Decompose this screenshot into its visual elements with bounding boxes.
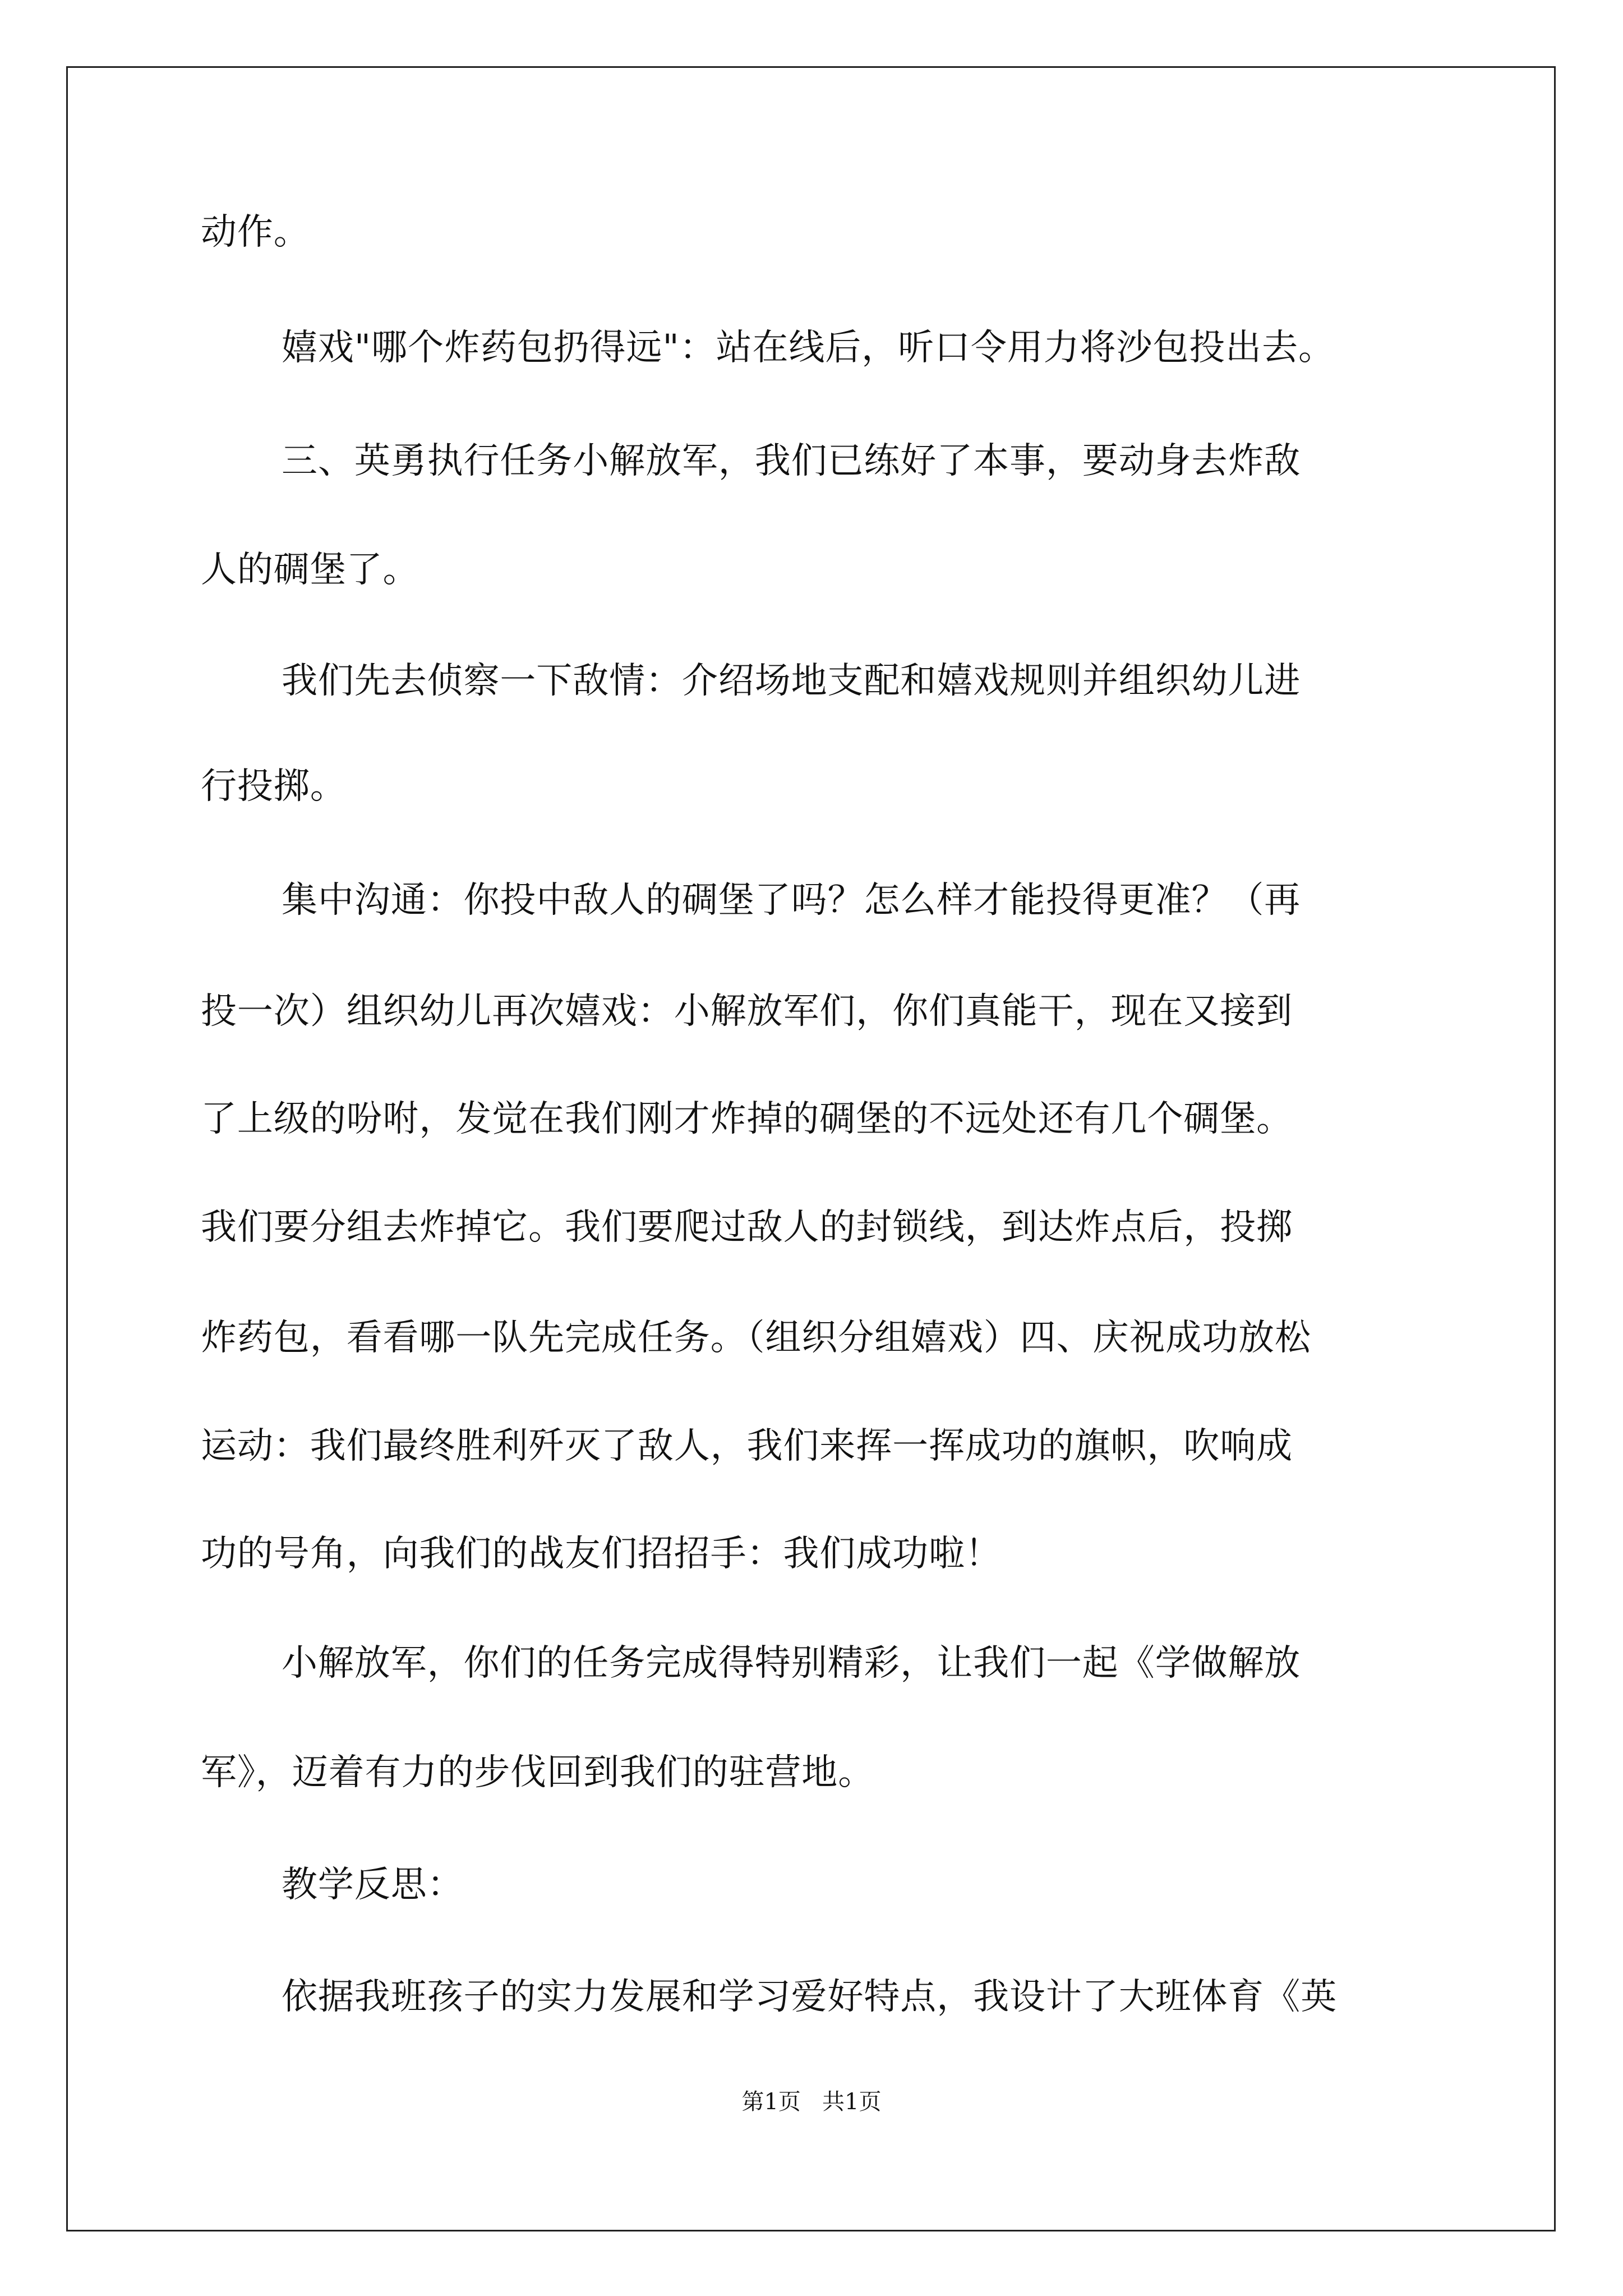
text-line: 教学反思： bbox=[282, 1864, 464, 1906]
text-line: 行投掷。 bbox=[201, 766, 347, 807]
text-line: 动作。 bbox=[201, 211, 310, 253]
text-line: 小解放军，你们的任务完成得特别精彩，让我们一起《学做解放 bbox=[282, 1642, 1301, 1684]
text-line: 功的号角，向我们的战友们招招手：我们成功啦！ bbox=[201, 1533, 1002, 1575]
text-line: 投一次）组织幼儿再次嬉戏：小解放军们，你们真能干，现在又接到 bbox=[201, 991, 1293, 1032]
page-number-footer: 第1页 共1页 bbox=[741, 2089, 882, 2115]
text-line: 嬉戏"哪个炸药包扔得远"：站在线后，听口令用力将沙包投出去。 bbox=[282, 327, 1335, 369]
text-line: 三、英勇执行任务小解放军，我们已练好了本事，要动身去炸敌 bbox=[282, 440, 1301, 482]
text-line: 军》，迈着有力的步伐回到我们的驻营地。 bbox=[201, 1752, 875, 1793]
text-line: 依据我班孩子的实力发展和学习爱好特点，我设计了大班体育《英 bbox=[282, 1976, 1338, 2018]
text-line: 了上级的吩咐，发觉在我们刚才炸掉的碉堡的不远处还有几个碉堡。 bbox=[201, 1098, 1293, 1140]
text-line: 集中沟通：你投中敌人的碉堡了吗？怎么样才能投得更准？（再 bbox=[282, 880, 1301, 921]
text-line: 人的碉堡了。 bbox=[201, 549, 419, 591]
text-line: 我们要分组去炸掉它。我们要爬过敌人的封锁线，到达炸点后，投掷 bbox=[201, 1207, 1293, 1248]
text-line: 炸药包，看看哪一队先完成任务。（组织分组嬉戏）四、庆祝成功放松 bbox=[201, 1317, 1311, 1359]
text-line: 运动：我们最终胜利歼灭了敌人，我们来挥一挥成功的旗帜，吹响成 bbox=[201, 1425, 1293, 1467]
text-line: 我们先去侦察一下敌情：介绍场地支配和嬉戏规则并组织幼儿进 bbox=[282, 660, 1301, 702]
